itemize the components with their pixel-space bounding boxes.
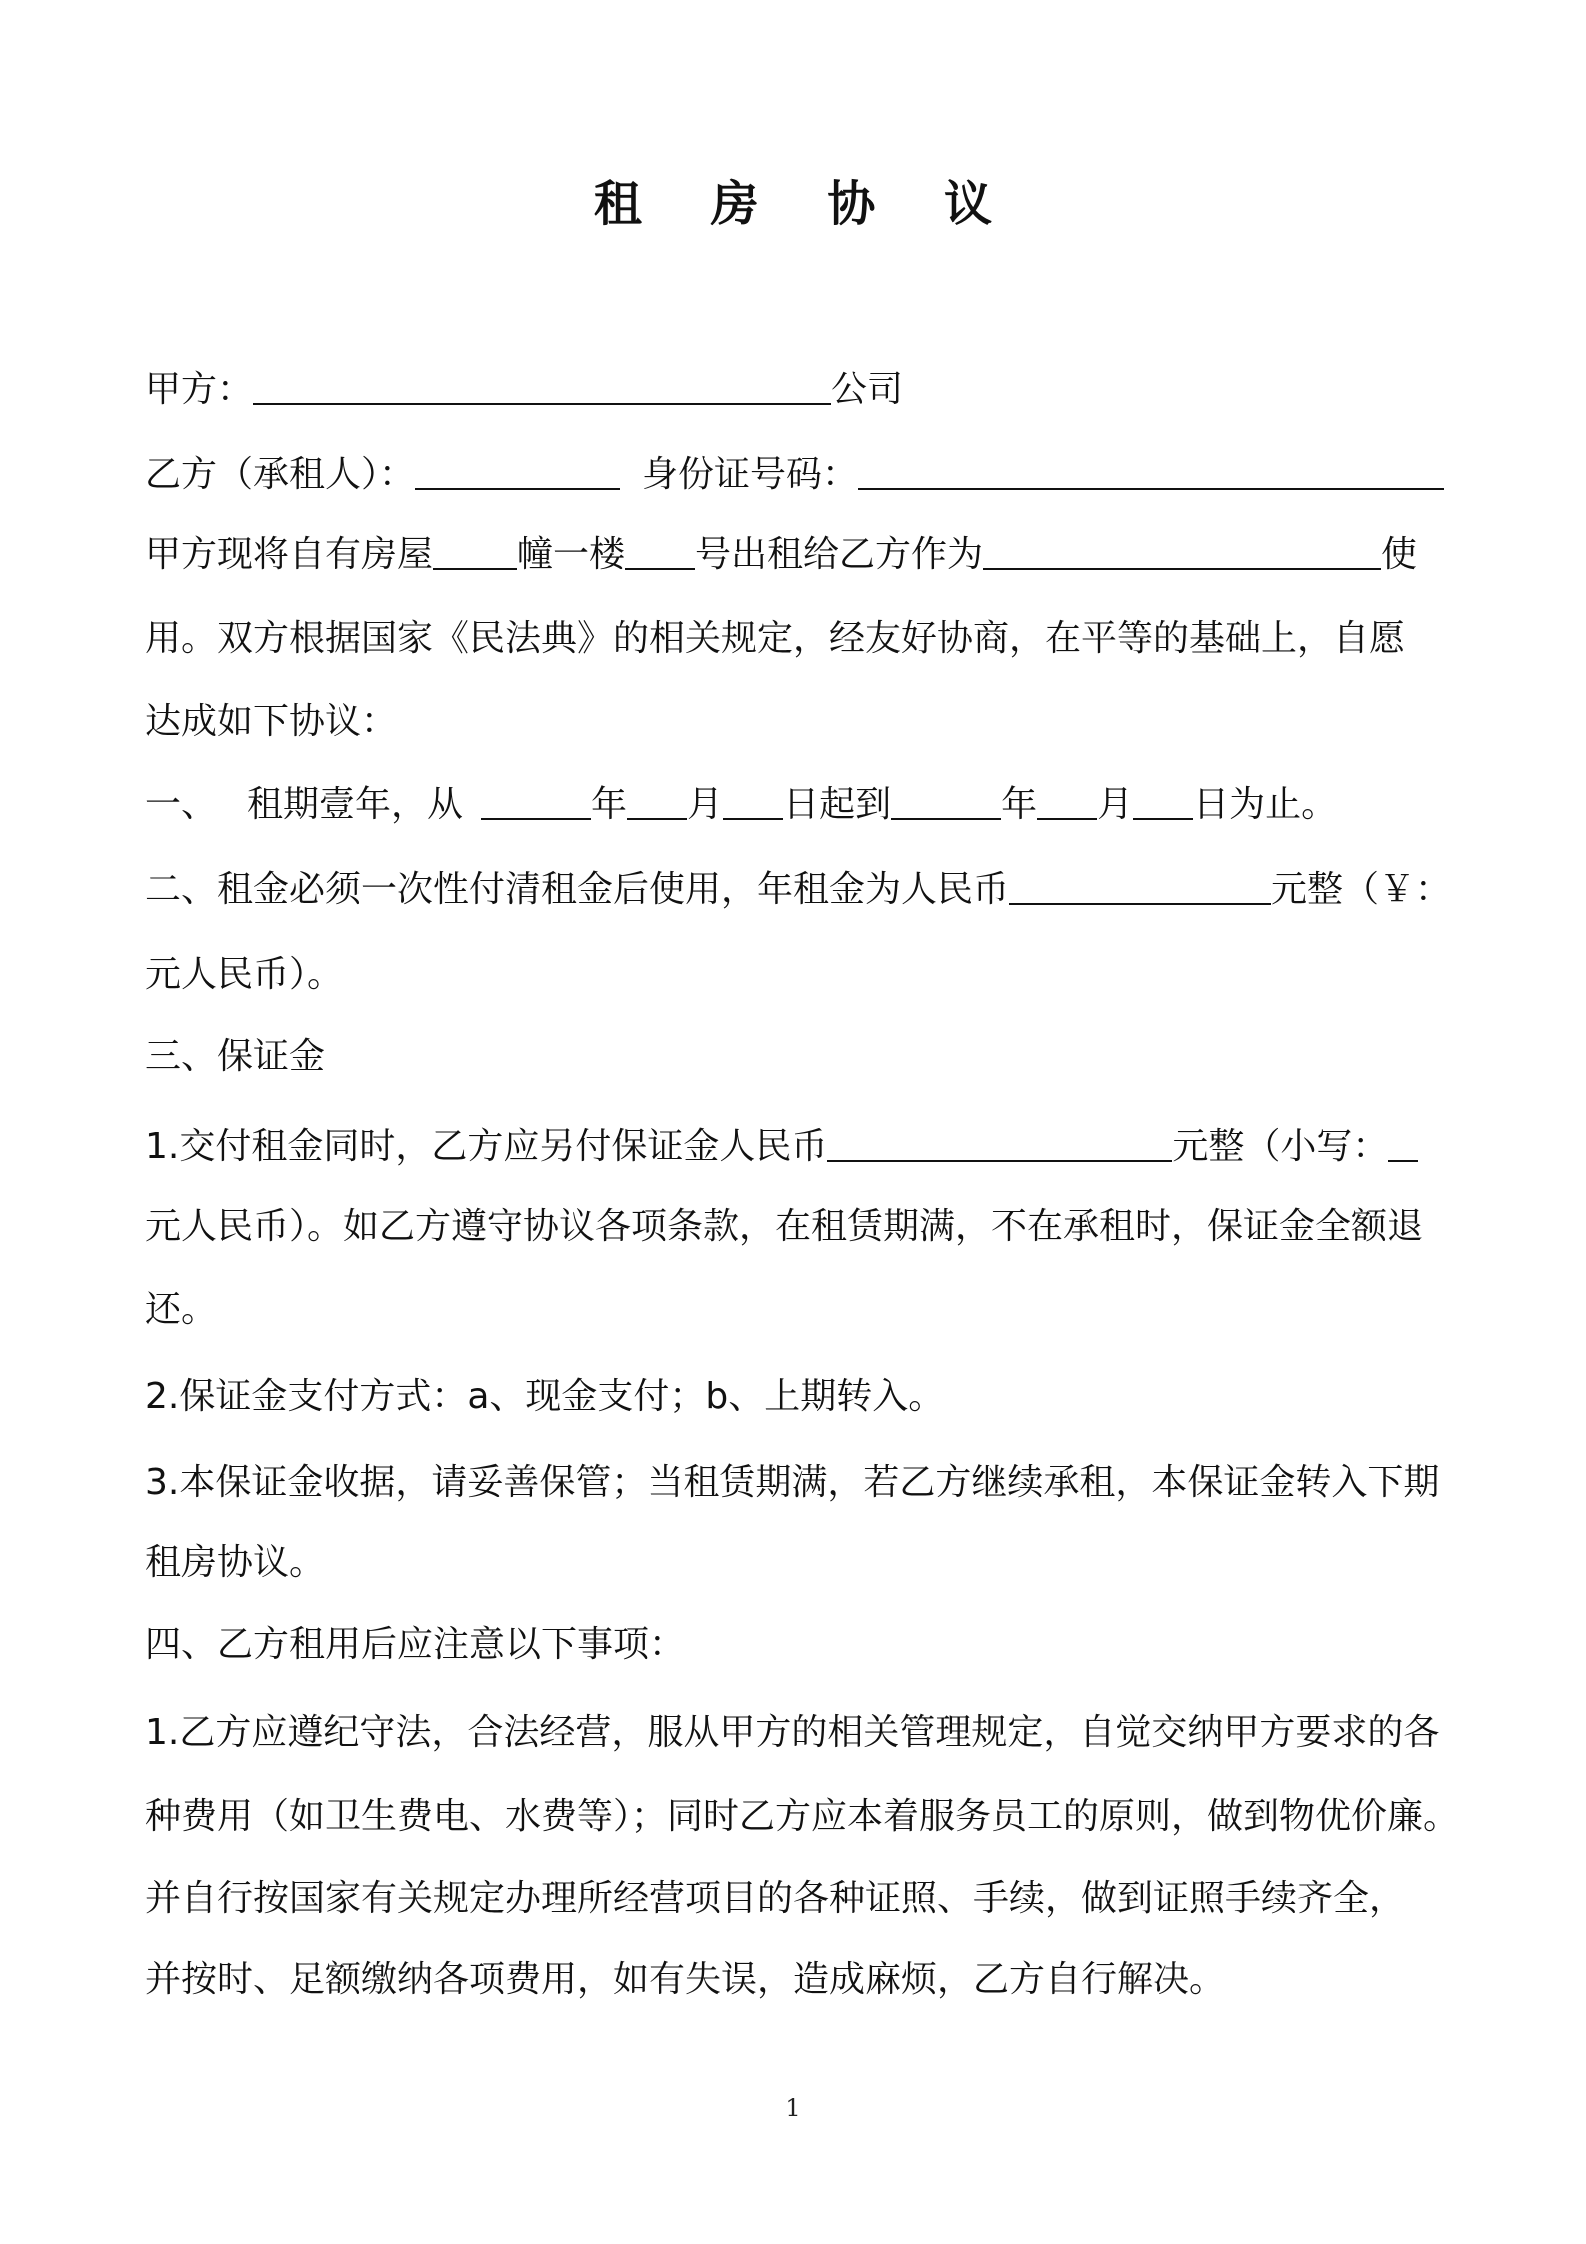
party-b-name-blank[interactable] xyxy=(415,452,620,490)
clause-3-item-3-line-2: 租房协议。 xyxy=(145,1542,326,1583)
clause-3-item-1-line-2: 元人民币）。如乙方遵守协议各项条款，在租赁期满，不在承租时，保证金全额退 xyxy=(145,1206,1424,1247)
intro-text-a: 甲方现将自有房屋 xyxy=(145,534,434,575)
party-a-suffix: 公司 xyxy=(831,369,904,410)
deposit-lowercase-label: 元整（小写： xyxy=(1172,1126,1389,1167)
start-day-blank[interactable] xyxy=(723,782,783,820)
clause-3-item-3-line-1: 3.本保证金收据，请妥善保管；当租赁期满，若乙方继续承租，本保证金转入下期 xyxy=(145,1462,1440,1503)
clause-4-item-1-line-4: 并按时、足额缴纳各项费用，如有失误，造成麻烦，乙方自行解决。 xyxy=(145,1959,1226,2000)
document-title: 租 房 协 议 xyxy=(593,176,1019,232)
room-number-blank[interactable] xyxy=(625,532,695,570)
start-day-label: 日起到 xyxy=(783,784,892,825)
party-b-label: 乙方（承租人）： xyxy=(145,454,416,495)
end-day-blank[interactable] xyxy=(1133,782,1193,820)
deposit-amount-blank[interactable] xyxy=(827,1124,1172,1162)
end-year-blank[interactable] xyxy=(891,782,1001,820)
deposit-lowercase-blank[interactable] xyxy=(1388,1124,1418,1162)
start-year-label: 年 xyxy=(591,784,628,825)
party-a-label: 甲方： xyxy=(145,369,254,410)
id-label: 身份证号码： xyxy=(642,454,859,495)
intro-text-d: 使 xyxy=(1381,534,1418,575)
clause-1-line xyxy=(145,780,1465,830)
start-year-blank[interactable] xyxy=(481,782,591,820)
building-number-blank[interactable] xyxy=(433,532,517,570)
id-number-blank[interactable] xyxy=(858,452,1444,490)
usage-blank[interactable] xyxy=(983,532,1381,570)
clause-1-text: 租期壹年，从 xyxy=(247,784,464,825)
intro-text-c: 号出租给乙方作为 xyxy=(695,534,984,575)
intro-line-1 xyxy=(145,530,1465,580)
clause-1-number: 一、 xyxy=(145,784,218,825)
clause-3-item-2: 2.保证金支付方式：a、现金支付；b、上期转入。 xyxy=(145,1376,945,1417)
clause-3-item-1-line-3: 还。 xyxy=(145,1289,218,1330)
intro-line-3: 达成如下协议： xyxy=(145,701,398,742)
clause-3-heading: 三、保证金 xyxy=(145,1036,326,1077)
party-a-line xyxy=(145,365,1465,415)
clause-2-amount-label: 元整（￥： xyxy=(1271,869,1452,910)
end-month-label: 月 xyxy=(1097,784,1134,825)
annual-rent-blank[interactable] xyxy=(1009,867,1271,905)
start-month-label: 月 xyxy=(687,784,724,825)
clause-2-text: 二、租金必须一次性付清租金后使用，年租金为人民币 xyxy=(145,869,1010,910)
deposit-text: 1.交付租金同时，乙方应另付保证金人民币 xyxy=(145,1126,828,1167)
party-b-line xyxy=(145,450,1465,500)
party-a-blank[interactable] xyxy=(253,367,831,405)
clause-4-heading: 四、乙方租用后应注意以下事项： xyxy=(145,1624,686,1665)
end-year-label: 年 xyxy=(1001,784,1038,825)
clause-2-line-2: 元人民币）。 xyxy=(145,954,344,995)
clause-2-line-1 xyxy=(145,865,1465,915)
end-month-blank[interactable] xyxy=(1037,782,1097,820)
end-day-label: 日为止。 xyxy=(1193,784,1338,825)
clause-4-item-1-line-1: 1.乙方应遵纪守法，合法经营，服从甲方的相关管理规定，自觉交纳甲方要求的各 xyxy=(145,1712,1440,1753)
clause-3-item-1-line-1 xyxy=(145,1122,1465,1172)
intro-text-b: 幢一楼 xyxy=(517,534,626,575)
clause-4-item-1-line-3: 并自行按国家有关规定办理所经营项目的各种证照、手续，做到证照手续齐全， xyxy=(145,1878,1406,1919)
page-number: 1 xyxy=(785,2094,801,2122)
start-month-blank[interactable] xyxy=(627,782,687,820)
intro-line-2: 用。双方根据国家《民法典》的相关规定，经友好协商，在平等的基础上，自愿 xyxy=(145,618,1406,659)
clause-4-item-1-line-2: 种费用（如卫生费电、水费等）；同时乙方应本着服务员工的原则，做到物优价廉。 xyxy=(145,1796,1460,1837)
